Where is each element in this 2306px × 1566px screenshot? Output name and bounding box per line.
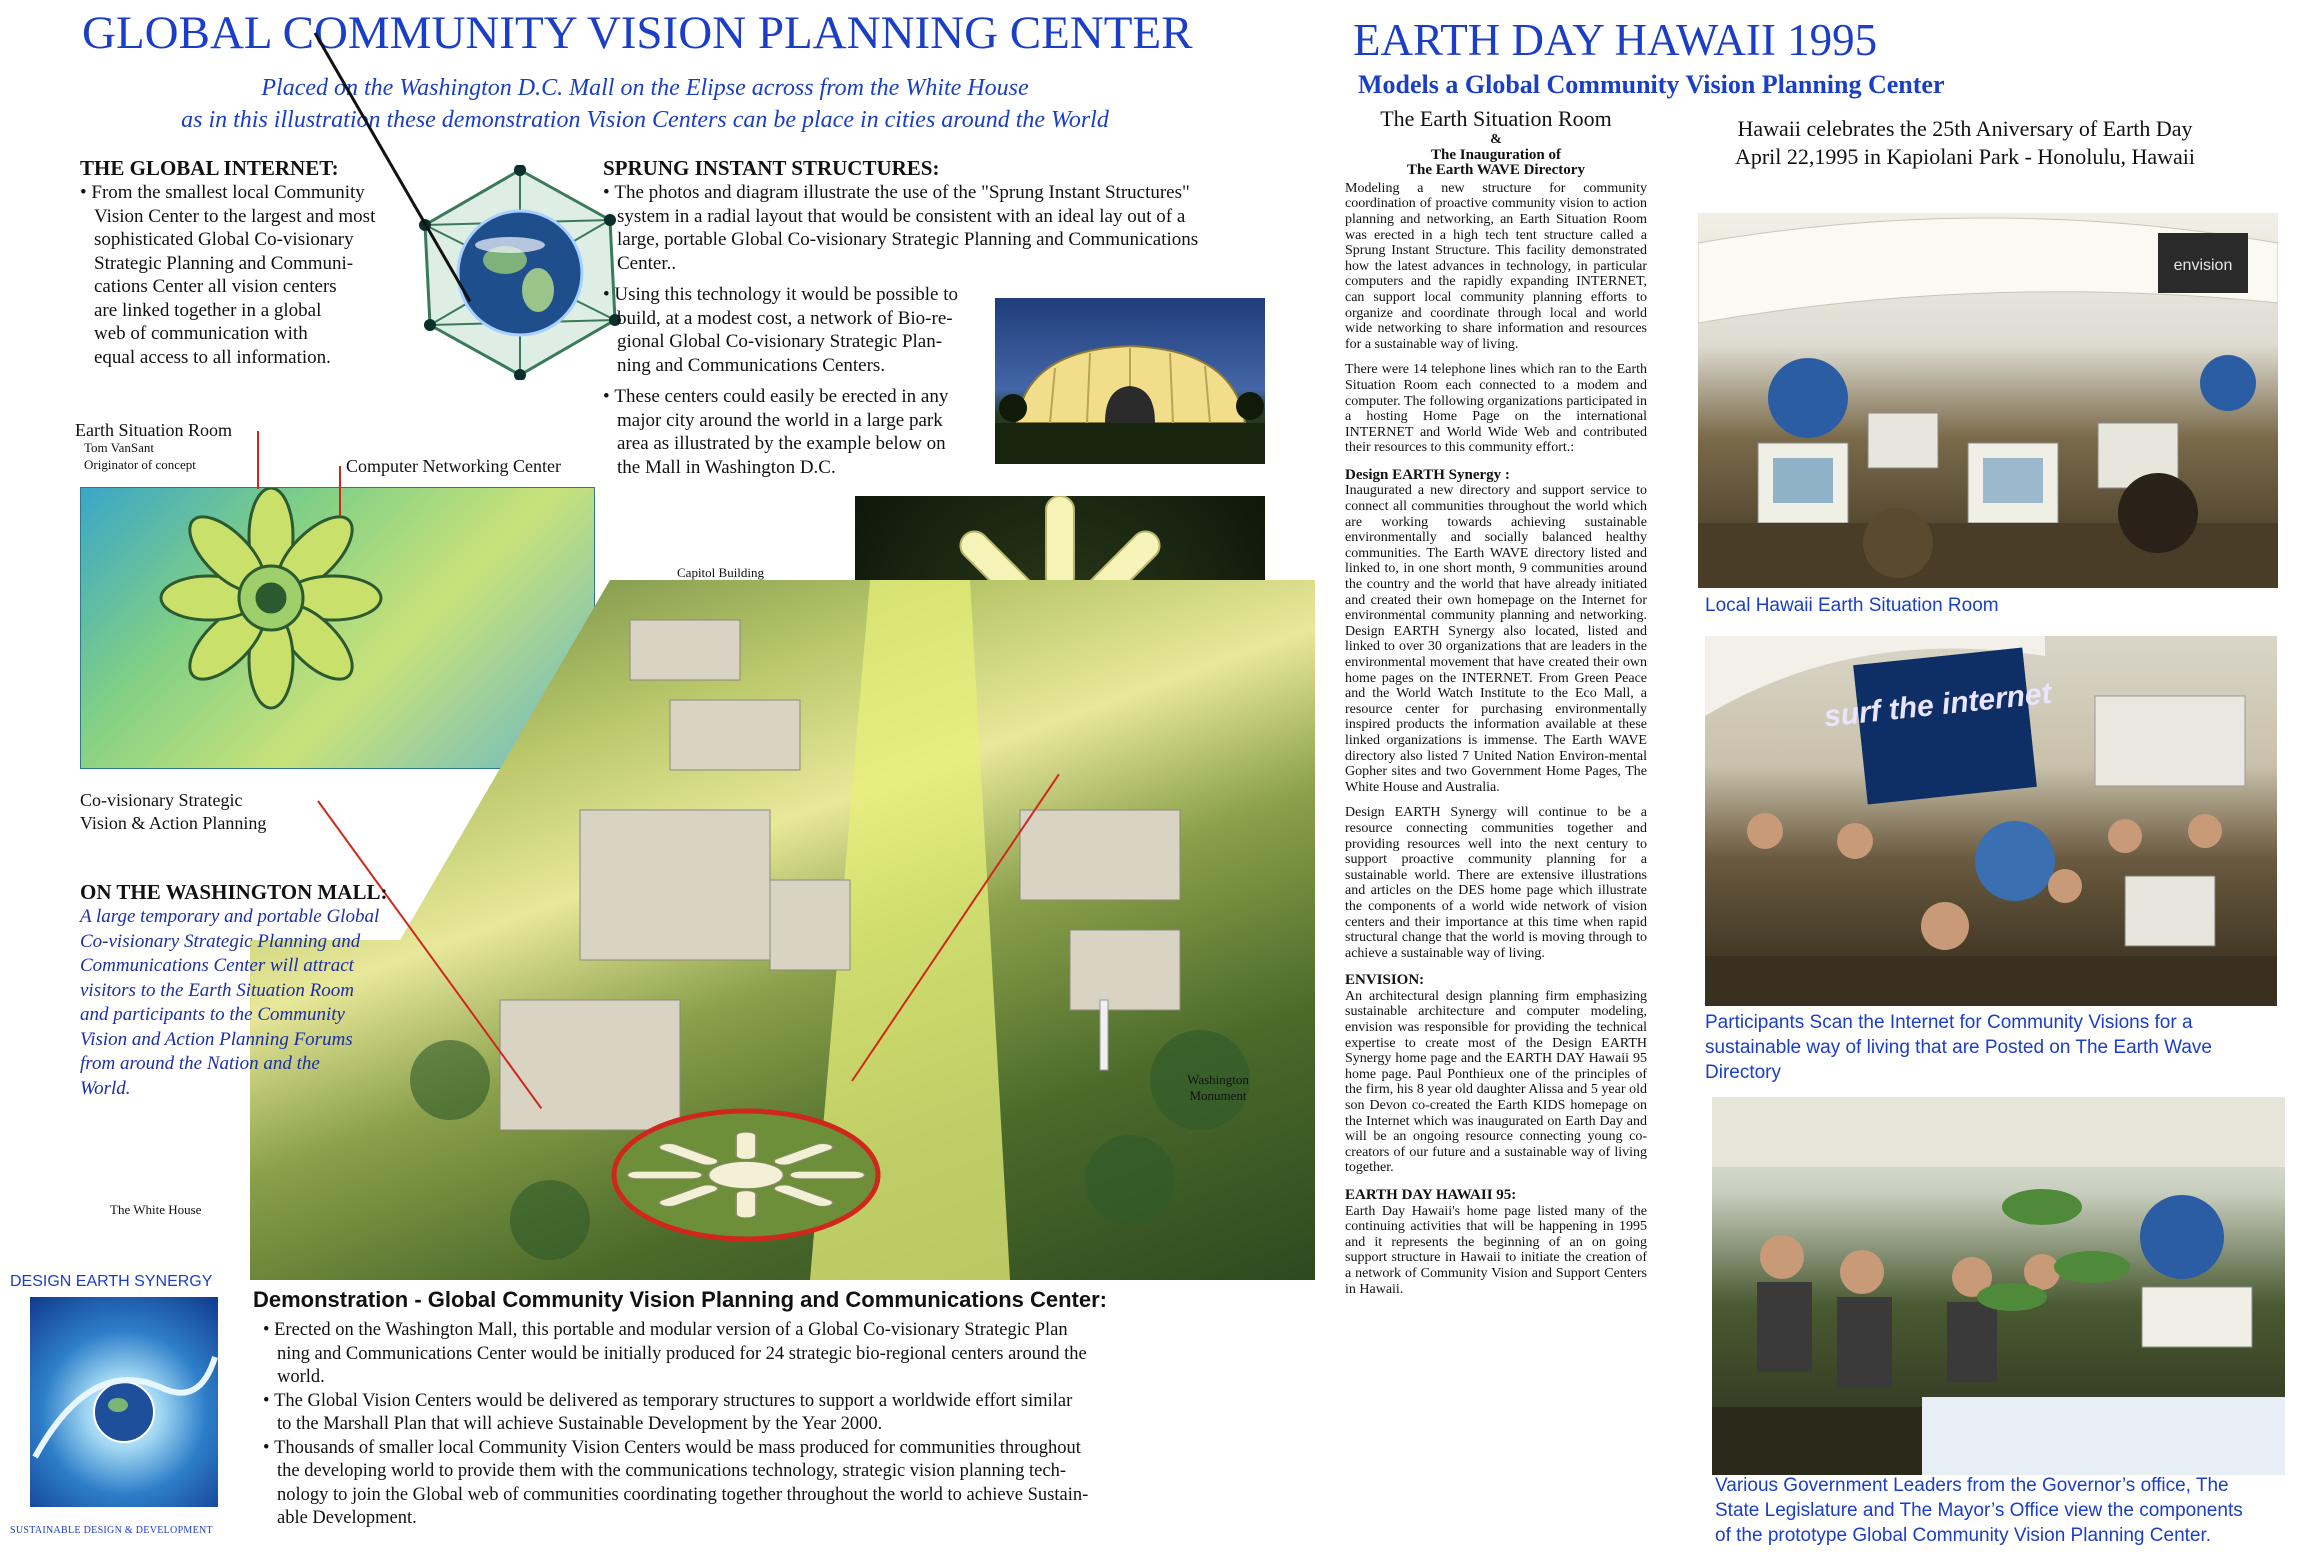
article-paragraph: Design EARTH Synergy will continue to be a resource connecting communities together and providing resources well into the next century to support proactive community planning for a sustainable world. There are extensive illustrations and articles on the DES home page which illustrate the components of a world wide network of vision centers and their importance at this time when rapid structural change that the world is moving through to achieve a sustainable way of living.	[1345, 805, 1647, 961]
text-line: area as illustrated by the example below on	[617, 433, 946, 454]
text-line: web of communication with	[94, 323, 308, 344]
text-line: • These centers could easily be erected in any	[603, 385, 983, 409]
text-line: major city around the world in a large park	[617, 409, 943, 431]
sprung-bullet-3	[603, 385, 983, 479]
label-earth-situation-room: Earth Situation Room	[75, 420, 232, 440]
sprung-section: SPRUNG INSTANT STRUCTURES: • The photos and diagram illustrate the use of the "Sprung Instant Structures" system in a radial layout that would be consistent with an ideal lay out of a large, portable Global Co-visionary Strategic Planning and Communications Center.. • Using this technology it would be possible to build, at a modest cost, a network of Bio-re- gional Global Co-visionary Strategic Plan- ning and Communications Centers. • These centers could easily be erected in any major city around the world in a large park area as illustrated by the example below on the Mall in Washington D.C.	[603, 156, 1253, 479]
text-line: Vision Center to the largest and most	[94, 205, 376, 227]
demonstration-line: • Erected on the Washington Mall, this portable and modular version of a Global Co-visionary Strategic Plan	[253, 1319, 1153, 1343]
label-washington-monument: Washington Monument	[1187, 1072, 1249, 1103]
demonstration-section: Demonstration - Global Community Vision Planning and Communications Center: • Erected on the Washington Mall, this portable and modular version of a Global Co-visionary Strategic Plan ning and Communications Center would be initially produced for 24 strategic bio-regional centers around the world. • The Global Vision Centers would be delivered as temporary structures to support a worldwide effort similar to the Marshall Plan that will achieve Sustainable Development by the Year 2000. • Thousands of smaller local Community Vision Centers would be mass produced for communities throughout the developing world to provide them with the communications technology, strategic vision planning tech- nology to join the Global web of communities coordinating together throughout the world to achieve Sustain- able Development.	[253, 1287, 1153, 1531]
washington-mall-section: ON THE WASHINGTON MALL: A large temporary and portable Global Co-visionary Strategic Planning and Communications Center will attract visitors to the Earth Situation Room and participants to the Community Vision and Action Planning Forums from around the Nation and the World.	[80, 880, 420, 1101]
text-line: from around the Nation and the	[80, 1053, 320, 1074]
text-line: Communications Center will attract	[80, 955, 354, 976]
text-line: • The photos and diagram illustrate the use of the "Sprung Instant Structures"	[603, 181, 1253, 205]
geodesic-globe-illustration	[410, 165, 630, 380]
demonstration-line: to the Marshall Plan that will achieve Sustainable Development by the Year 2000.	[277, 1414, 883, 1434]
earth-situation-room-photo	[1698, 213, 2278, 588]
demonstration-line: ning and Communications Center would be initially produced for 24 strategic bio-regional centers around the	[277, 1343, 1087, 1364]
label-covisionary-2: Vision & Action Planning	[80, 813, 267, 833]
left-subtitle: Placed on the Washington D.C. Mall on the Elipse across from the White House as in this illustration these demonstration Vision Centers can be place in cities around the World	[181, 75, 1109, 133]
label-capitol-building: Capitol Building	[677, 565, 765, 580]
logo-wave-globe-image	[30, 1297, 218, 1507]
label-tom-vansant: Tom VanSant	[84, 440, 154, 455]
demonstration-text	[253, 1319, 1153, 1531]
star-plan-diagram	[80, 487, 595, 769]
design-earth-synergy-logo: DESIGN EARTH SYNERGY SUSTAINABLE DESIGN & DEVELOPMENT	[10, 1273, 222, 1536]
article-paragraph: Inaugurated a new directory and support service to connect all communities throughout the world which are working towards achieving sustainable environmentally and socially balanced healthy communities. The Earth WAVE directory listed and linked to, in one short month, 9 communities around the country and the world that have already initiated and created their own homepage on the Internet for environmental community planning and networking. Design EARTH Synergy also located, listed and linked to over 30 organizations that are leaders in the environmental movement that have created their own home pages on the INTERNET. From Green Peace and the World Watch Institute to the Eco Mall, a resource center for purchasing environmentally inspired products the information available at these linked organizations is immense. The Earth WAVE directory also listed 7 United Nation Environ-mental Gopher sites and two Government Home Pages, The White House and Australia.	[1345, 483, 1647, 795]
connector-line	[257, 431, 259, 489]
text-line: ning and Communications Centers.	[617, 354, 886, 376]
demonstration-line: the developing world to provide them with the communications technology, strategic vision planning tech-	[277, 1461, 1066, 1481]
text-line: cations Center all vision centers	[94, 276, 337, 297]
page-title-right: EARTH DAY HAWAII 1995	[1353, 15, 1878, 65]
demonstration-line: world.	[277, 1367, 325, 1387]
caption-photo-3: Various Government Leaders from the Governor’s office, The State Legislature and The Mayor’s Office view the components of the prototype Global Community Vision Planning Center.	[1715, 1475, 2243, 1546]
washington-mall-text	[80, 905, 420, 1101]
white-house-ellipse-highlight	[610, 1105, 882, 1245]
text-line: are linked together in a global	[94, 299, 322, 321]
text-line: equal access to all information.	[94, 346, 331, 368]
caption-photo-1: Local Hawaii Earth Situation Room	[1705, 595, 1999, 616]
text-line: Center..	[617, 252, 677, 274]
internet-scan-participants-photo	[1705, 636, 2277, 1006]
demonstration-line: able Development.	[277, 1508, 417, 1528]
text-line: the Mall in Washington D.C.	[617, 456, 836, 478]
article-paragraph: An architectural design planning firm emphasizing sustainable architecture and computer modeling, envision was responsible for providing the technical expertise to create most of the Design EARTH Synergy home page and the EARTH DAY Hawaii 95 home page. Paul Ponthieux one of the principles of the firm, his 8 year old daughter Alissa and 5 year old son Devon co-created the Earth KIDS homepage on the Internet which was inaugurated on Earth Day and will be an ongoing resource connecting young co-creators of our future and a sustainable way of living together.	[1345, 988, 1647, 1176]
label-covisionary-1: Co-visionary Strategic	[80, 790, 243, 810]
sprung-bullet-1	[603, 181, 1253, 275]
text-line: build, at a modest cost, a network of Bio-re-	[617, 307, 953, 329]
envision-sign: envision	[2173, 257, 2233, 274]
demonstration-line: • Thousands of smaller local Community Vision Centers would be mass produced for communities throughout	[253, 1437, 1153, 1461]
text-line: A large temporary and portable Global	[80, 906, 380, 927]
government-leaders-photo	[1712, 1097, 2285, 1475]
text-line: Vision and Action Planning Forums	[80, 1028, 353, 1050]
caption-photo-2: Participants Scan the Internet for Community Visions for a sustainable way of living that are Posted on The Earth Wave Directory	[1705, 1012, 2212, 1083]
connector-line	[339, 466, 341, 516]
sprung-bullet-2	[603, 283, 983, 377]
text-line: and participants to the Community	[80, 1004, 345, 1025]
surf-internet-sign: surf the internet	[1822, 676, 2054, 734]
text-line: gional Global Co-visionary Strategic Plan-	[617, 331, 943, 352]
text-line: Strategic Planning and Communi-	[94, 252, 354, 274]
global-internet-text	[80, 181, 410, 369]
label-white-house: The White House	[110, 1202, 202, 1217]
right-subtitle: Models a Global Community Vision Planning Center	[1358, 70, 1945, 99]
celebrates-heading: Hawaii celebrates the 25th Aniversary of Earth Day April 22,1995 in Kapiolani Park - Honolulu, Hawaii	[1734, 116, 2196, 169]
article-paragraph: Earth Day Hawaii's home page listed many of the continuing activities that will be happening in 1995 and it represents the beginning of an on going support structure in Hawaii to initiate the creation of a network of Community Vision and Support Centers in Hawaii.	[1345, 1203, 1647, 1297]
article-column: The Earth Situation Room & The Inauguration of The Earth WAVE Directory Modeling a new structure for community coordination of proactive community vision to action planning and networking, an Earth Situation Room was erected in a high tech tent structure called a Sprung Instant Structure. This facility demonstrated how the latest advances in technology, in particular computers and the rapidly expanding INTERNET, can support local community planning efforts to organize and coordinate through local and world wide networking to share information and resources for a sustainable way of living. There were 14 telephone lines which ran to the Earth Situation Room each connected to a modem and computer. The following organizations participated in a hosting Home Page on the international INTERNET and World Wide Web and contributed their resources to this community effort.: Design EARTH Synergy : Inaugurated a new directory and support service to connect all communities throughout the world which are working towards achieving sustainable environmentally and socially balanced healthy communities. The Earth WAVE directory listed and linked to, in one short month, 9 communities around the country and the world that have already initiated and created their own homepage on the Internet for environmental community planning and networking. Design EARTH Synergy also located, listed and linked to over 30 organizations that are leaders in the environmental movement that have created their own home pages on the INTERNET. From Green Peace and the World Watch Institute to the Eco Mall, a resource center for purchasing environmentally inspired products the information available at these linked organizations is immense. The Earth WAVE directory also listed 7 United Nation Environ-mental Gopher sites and two Government Home Pages, The White House and Australia. Design EARTH Synergy will continue to be a resource connecting communities together and providing resources well into the next century to support proactive community planning for a sustainable world. There are extensive illustrations and articles on the DES home page which illustrate the components of a world wide network of vision centers and their importance at this time when rapid structural change that the world is moving through to achieve a sustainable way of living. ENVISION: An architectural design planning firm emphasizing sustainable architecture and computer modeling, envision was responsible for providing the technical expertise to create most of the Design EARTH Synergy home page and the EARTH DAY Hawaii 95 home page. Paul Ponthieux one of the principles of the firm, his 8 year old daughter Alissa and 5 year old son Devon co-created the Earth KIDS homepage on the Internet which was inaugurated on Earth Day and will be an ongoing resource connecting young co-creators of our future and a sustainable way of living together. EARTH DAY HAWAII 95: Earth Day Hawaii's home page listed many of the continuing activities that will be happening in 1995 and it represents the beginning of an on going support structure in Hawaii to initiate the creation of a network of Community Vision and Support Centers in Hawaii.	[1345, 106, 1647, 1297]
label-originator: Originator of concept	[84, 457, 196, 472]
text-line: World.	[80, 1077, 131, 1099]
label-computer-networking-center: Computer Networking Center	[346, 456, 561, 476]
demonstration-line: nology to join the Global web of communities coordinating together throughout the world to achieve Sustain-	[277, 1484, 1089, 1505]
text-line: sophisticated Global Co-visionary	[94, 229, 354, 250]
sprung-tent-photo	[995, 298, 1265, 464]
text-line: visitors to the Earth Situation Room	[80, 979, 354, 1001]
global-internet-section: THE GLOBAL INTERNET: • From the smallest local Community Vision Center to the largest and most sophisticated Global Co-visionary Strategic Planning and Communi- cations Center all vision centers are linked together in a global web of communication with equal access to all information.	[80, 156, 410, 369]
article-paragraph: There were 14 telephone lines which ran to the Earth Situation Room each connected to a modem and computer. The following organizations participated in a hosting Home Page on the international INTERNET and World Wide Web and contributed their resources to this community effort.:	[1345, 362, 1647, 456]
page-title-left: GLOBAL COMMUNITY VISION PLANNING CENTER	[82, 7, 1193, 59]
text-line: Co-visionary Strategic Planning and	[80, 930, 361, 952]
text-line: system in a radial layout that would be consistent with an ideal lay out of a	[617, 205, 1186, 227]
text-line: • From the smallest local Community	[80, 181, 410, 205]
text-line: large, portable Global Co-visionary Strategic Planning and Communications	[617, 229, 1199, 250]
article-paragraph: Modeling a new structure for community coordination of proactive community vision to action planning and networking, an Earth Situation Room was erected in a high tech tent structure called a Sprung Instant Structure. This facility demonstrated how the latest advances in technology, in particular computers and the rapidly expanding INTERNET, can support local community planning efforts to organize and coordinate through local and world wide networking to share information and resources for a sustainable way of living.	[1345, 180, 1647, 352]
text-line: • Using this technology it would be possible to	[603, 283, 983, 307]
demonstration-line: • The Global Vision Centers would be delivered as temporary structures to support a worldwide effort similar	[253, 1390, 1153, 1414]
